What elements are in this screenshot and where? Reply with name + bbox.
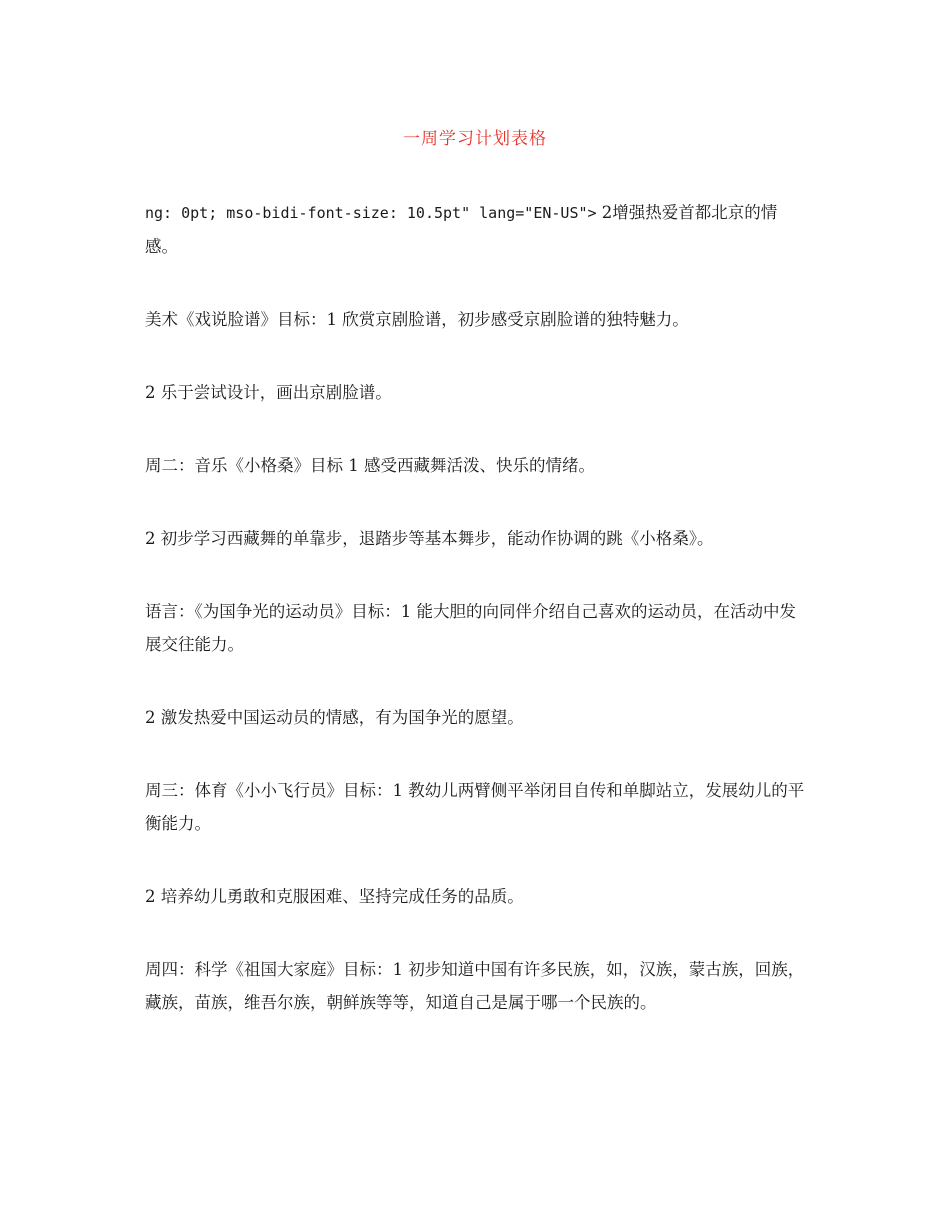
document-title: 一周学习计划表格 xyxy=(403,129,547,149)
paragraph-4: 周二：音乐《小格桑》目标 1 感受西藏舞活泼、快乐的情绪。 xyxy=(145,456,595,475)
paragraph-3: 2 乐于尝试设计，画出京剧脸谱。 xyxy=(145,383,392,402)
paragraph-10: 周四：科学《祖国大家庭》目标：1 初步知道中国有许多民族，如，汉族，蒙古族，回族，藏族，苗族，维吾尔族，朝鲜族等等，知道自己是属于哪一个民族的。 xyxy=(145,960,805,1012)
paragraph-5: 2 初步学习西藏舞的单靠步，退踏步等基本舞步，能动作协调的跳《小格桑》。 xyxy=(145,529,714,548)
paragraph-6: 语言：《为国争光的运动员》目标：1 能大胆的向同伴介绍自己喜欢的运动员，在活动中发展交往能力。 xyxy=(145,602,796,654)
paragraph-text: 2增强热爱首都北京的情感。 xyxy=(145,203,778,256)
paragraph-2: 美术《戏说脸谱》目标：1 欣赏京剧脸谱，初步感受京剧脸谱的独特魅力。 xyxy=(145,310,689,329)
paragraph-7: 2 激发热爱中国运动员的情感，有为国争光的愿望。 xyxy=(145,708,524,727)
paragraph-8: 周三：体育《小小飞行员》目标：1 教幼儿两臂侧平举闭目自传和单脚站立，发展幼儿的平衡能力。 xyxy=(145,781,805,833)
paragraph-9: 2 培养幼儿勇敢和克服困难、坚持完成任务的品质。 xyxy=(145,887,524,906)
stray-markup-text: ng: 0pt; mso-bidi-font-size: 10.5pt" lang="EN-US"> xyxy=(145,204,597,222)
document-body xyxy=(145,196,810,1059)
paragraph-1 xyxy=(145,196,810,263)
